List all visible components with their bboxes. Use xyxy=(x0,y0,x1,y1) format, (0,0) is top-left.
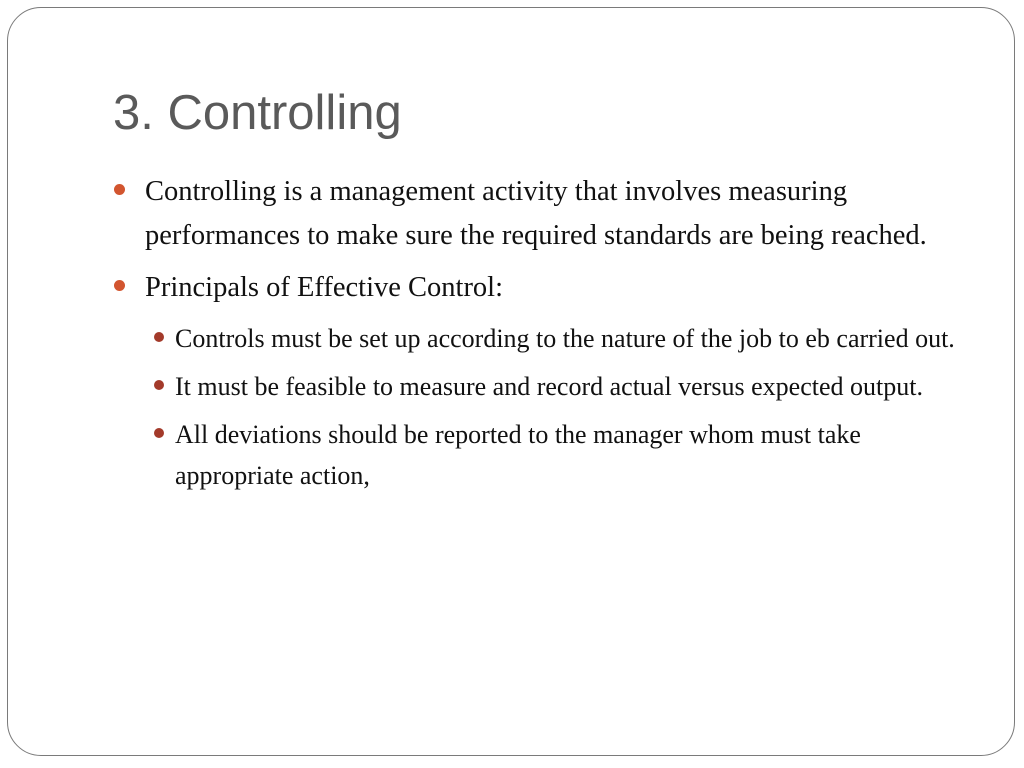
sub-bullet-text: Controls must be set up according to the nature of the job to eb carried out. xyxy=(175,324,955,353)
bullet-item xyxy=(113,170,973,258)
bullet-text: Principals of Effective Control: xyxy=(145,272,504,303)
bullet-dot-icon xyxy=(114,280,125,291)
sub-bullet-dot-icon xyxy=(154,332,164,342)
bullet-text: Controlling is a management activity that involves measuring performances to make sure the required standards are being reached. xyxy=(145,176,927,251)
sub-bullet-dot-icon xyxy=(154,428,164,438)
sub-bullet-dot-icon xyxy=(154,380,164,390)
slide-body xyxy=(113,170,973,503)
sub-bullet-text: It must be feasible to measure and record actual versus expected output. xyxy=(175,372,923,401)
bullet-item xyxy=(113,266,973,310)
sub-bullet-item xyxy=(113,366,973,407)
sub-bullet-text: All deviations should be reported to the manager whom must take appropriate action, xyxy=(175,420,861,490)
sub-bullet-item xyxy=(113,414,973,496)
slide-title: 3. Controlling xyxy=(113,86,402,140)
bullet-dot-icon xyxy=(114,184,125,195)
sub-bullet-item xyxy=(113,318,973,359)
